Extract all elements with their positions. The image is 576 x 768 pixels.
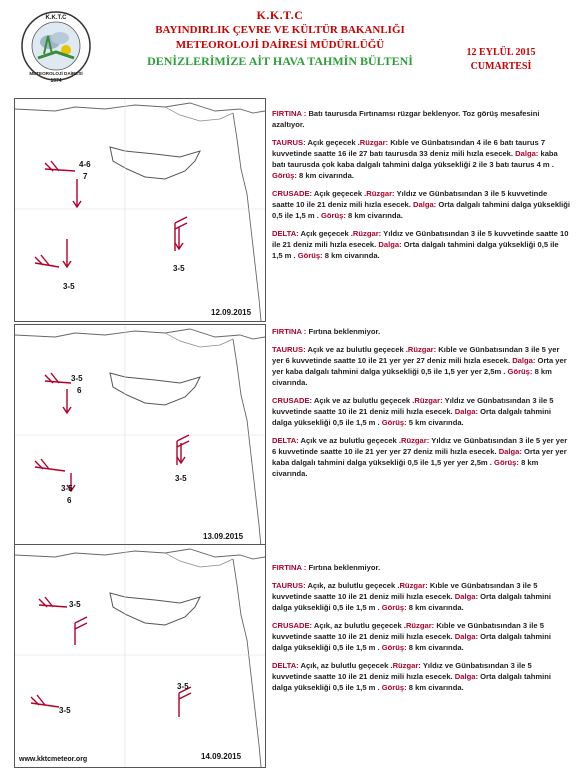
wave-text: Orta dalgalı tahmini dalga yüksekliği 0,5 ile 1,5 m .	[272, 240, 559, 260]
panel-date: 14.09.2015	[201, 752, 242, 761]
panel-date: 12.09.2015	[211, 308, 252, 317]
map-label: 3-5	[69, 600, 81, 609]
wave-label: Dalga:	[454, 592, 478, 601]
region-name: DELTA:	[272, 229, 299, 238]
wind-text: Kıble ve Günbatısından 3 ile 5 kuvvetinde saatte 10 ile 21 deniz mili hızla esecek.	[272, 581, 538, 601]
wave-label: Dalga:	[454, 407, 478, 416]
visibility-text: 8 km civarında.	[348, 211, 403, 220]
department-name: METEOROLOJİ DAİRESİ MÜDÜRLÜĞÜ	[175, 39, 385, 51]
wind-label: Rüzgar:	[399, 581, 428, 590]
visibility-label: Görüş:	[381, 643, 407, 652]
map-label: 3-5	[175, 474, 187, 483]
storm-paragraph	[272, 562, 570, 573]
wave-text: kaba batı taurusda çok kaba dalgalı tahmini dalga yüksekliği 2 ile 3 batı taurus 4 m .	[272, 149, 558, 169]
bulletin-header	[0, 0, 576, 92]
visibility-text: 8 km civarında.	[299, 171, 354, 180]
region-taurus	[272, 580, 570, 613]
website-link[interactable]: www.kktcmeteor.org	[19, 756, 88, 763]
region-crusade	[272, 395, 570, 428]
sky-text: Açık geçecek .	[300, 229, 353, 238]
sky-text: Açık, az bulutlu geçecek .	[307, 581, 400, 590]
wind-label: Rüzgar:	[414, 396, 443, 405]
wave-text: Orta yer yer kaba dalgalı tahmini dalga yüksekliği 0,5 ile 1,5 yer yer 2,5m .	[272, 447, 567, 467]
wind-text: Yıldız ve Günbatısından 3 ile 5 kuvvetinde saatte 10 ile 21 deniz mili hızla esecek.	[272, 396, 554, 416]
bulletin-weekday: CUMARTESİ	[470, 61, 532, 72]
wind-label: Rüzgar:	[359, 138, 389, 147]
region-name: DELTA:	[272, 661, 299, 670]
sky-text: Açık ve az bulutlu geçecek .	[307, 345, 408, 354]
sea-map-day-1	[15, 99, 265, 321]
wave-text: Orta dalgalı tahmini dalga yüksekliği 0,5 ile 1,5 m .	[272, 407, 552, 427]
wave-text: Orta dalgalı tahmini dalga yüksekliği 0,5 ile 1,5 m .	[272, 632, 552, 652]
bulletin-title: DENİZLERİMİZE AİT HAVA TAHMİN BÜLTENİ	[147, 54, 413, 68]
map-label: 4-6	[79, 160, 91, 169]
region-name: TAURUS:	[272, 345, 306, 354]
region-taurus	[272, 137, 570, 181]
wave-label: Dalga:	[512, 356, 536, 365]
region-name: CRUSADE:	[272, 189, 313, 198]
visibility-text: 8 km civarında.	[408, 603, 464, 612]
storm-text: Fırtına beklenmiyor.	[308, 563, 381, 572]
visibility-text: 8 km civarında.	[272, 458, 539, 478]
region-crusade	[272, 620, 570, 653]
sky-text: Açık ve az bulutlu geçecek .	[313, 396, 415, 405]
wind-text: Yıldız ve Günbatısından 3 ile 5 kuvvetinde saatte 10 ile 21 deniz mili hızla esecek.	[272, 661, 532, 681]
wind-text: Yıldız ve Günbatısından 3 ile 5 kuvvetinde saatte 10 ile 21 deniz mili hızla esecek.	[272, 189, 548, 209]
wave-text: Orta dalgalı tahmini dalga yüksekliği 0,5 ile 1,5 m .	[272, 592, 552, 612]
wind-text: Kıble ve Günbatısından 3 ile 5 kuvvetinde saatte 10 ile 21 deniz mili hızla esecek.	[272, 621, 544, 641]
logo-bottom-text: METEOROLOJİ DAİRESİ	[29, 71, 83, 76]
storm-paragraph	[272, 108, 570, 130]
map-label: 6	[77, 386, 82, 395]
wave-label: Dalga:	[454, 672, 478, 681]
region-taurus	[272, 344, 570, 388]
forecast-text-day-1	[272, 108, 570, 268]
forecast-text-day-3	[272, 562, 570, 700]
map-label: 6	[67, 496, 72, 505]
map-label: 3-5	[177, 682, 189, 691]
bulletin-date: 12 EYLÜL 2015	[466, 47, 536, 58]
wave-text: Orta dalgalı tahmini dalga yüksekliği 0,5 ile 1,5 m .	[272, 672, 552, 692]
map-label: 3-5	[59, 706, 71, 715]
region-delta	[272, 435, 570, 479]
wave-label: Dalga:	[515, 149, 539, 158]
region-name: CRUSADE:	[272, 396, 313, 405]
visibility-label: Görüş:	[507, 367, 533, 376]
map-label: 7	[83, 172, 88, 181]
sea-map-day-3	[15, 545, 265, 767]
visibility-text: 8 km civarında.	[408, 643, 464, 652]
wind-text: Yıldız ve Günbatısından 3 ile 5 yer yer 6 kuvvetinde saatte 10 ile 21 yer yer 27 deniz mili hızla esecek.	[272, 436, 568, 456]
title-block	[120, 8, 440, 69]
region-name: DELTA:	[272, 436, 299, 445]
visibility-label: Görüş:	[381, 603, 407, 612]
storm-text: Batı taurusda Fırtınamsı rüzgar beklenyor. Toz görüş mesafesini azaltıyor.	[272, 109, 540, 129]
wind-label: Rüzgar:	[366, 189, 395, 198]
wind-label: Rüzgar:	[407, 345, 437, 354]
region-name: CRUSADE:	[272, 621, 313, 630]
visibility-label: Görüş:	[297, 251, 323, 260]
wave-label: Dalga:	[454, 632, 478, 641]
region-crusade	[272, 188, 570, 221]
logo-year: 1974	[50, 78, 62, 84]
wind-label: Rüzgar:	[392, 661, 421, 670]
storm-label: FIRTINA :	[272, 109, 307, 118]
visibility-text: 5 km civarında.	[408, 418, 464, 427]
sky-text: Açık, az bulutlu geçecek .	[313, 621, 406, 630]
storm-text: Fırtına beklenmiyor.	[308, 327, 381, 336]
visibility-label: Görüş:	[494, 458, 519, 467]
storm-paragraph	[272, 326, 570, 337]
forecast-text-day-2	[272, 326, 570, 486]
wind-text: Kıble ve Günbatısından 3 ile 5 yer yer 6 kuvvetinde saatte 10 ile 21 yer yer 27 deniz mili hızla esecek.	[272, 345, 560, 365]
visibility-text: 8 km civarında.	[272, 367, 552, 387]
visibility-label: Görüş:	[381, 418, 407, 427]
map-label: 3-5	[71, 374, 83, 383]
panel-date: 13.09.2015	[203, 532, 244, 541]
sky-text: Açık ve az bulutlu geçecek .	[300, 436, 401, 445]
visibility-label: Görüş:	[272, 171, 297, 180]
meteorology-logo	[18, 6, 94, 86]
wave-label: Dalga:	[378, 240, 402, 249]
storm-label: FIRTINA :	[272, 327, 307, 336]
map-panel-day-3	[14, 544, 266, 768]
ministry-name: BAYINDIRLIK ÇEVRE VE KÜLTÜR BAKANLIĞI	[155, 24, 405, 36]
sky-text: Açık, az bulutlu geçecek .	[300, 661, 393, 670]
bulletin-date-block	[436, 46, 566, 74]
wind-text: Kıble ve Günbatısından 4 ile 6 batı taurus 7 kuvvetinde saatte 16 ile 27 batı taurusda 33 deniz mili hızla esecek.	[272, 138, 546, 158]
sky-text: Açık geçecek .	[313, 189, 367, 198]
org-short: K.K.T.C	[256, 8, 304, 22]
map-panel-day-1	[14, 98, 266, 322]
map-label: 3-5	[173, 264, 185, 273]
map-label: 3-5	[63, 282, 75, 291]
region-name: TAURUS:	[272, 138, 306, 147]
wave-text: Orta yer yer kaba dalgalı tahmini dalga yüksekliği 0,5 ile 1,5 yer yer 2,5m .	[272, 356, 567, 376]
map-panel-day-2	[14, 324, 266, 548]
wind-label: Rüzgar:	[352, 229, 382, 238]
wind-label: Rüzgar:	[401, 436, 430, 445]
visibility-text: 8 km civarında.	[408, 683, 464, 692]
sea-map-day-2	[15, 325, 265, 547]
region-delta	[272, 660, 570, 693]
visibility-text: 8 km civarında.	[324, 251, 380, 260]
storm-label: FIRTINA :	[272, 563, 307, 572]
wave-label: Dalga:	[413, 200, 437, 209]
sky-text: Açık geçecek .	[307, 138, 360, 147]
visibility-label: Görüş:	[381, 683, 407, 692]
wave-label: Dalga:	[498, 447, 522, 456]
logo-top-text: K.K.T.C	[45, 15, 67, 21]
region-delta	[272, 228, 570, 261]
map-label: 3-5	[61, 484, 73, 493]
wave-text: Orta dalgalı tahmini dalga yüksekliği 0,5 ile 1,5 m .	[272, 200, 571, 220]
visibility-label: Görüş:	[320, 211, 346, 220]
region-name: TAURUS:	[272, 581, 306, 590]
wind-text: Yıldız ve Günbatısından 3 ile 5 kuvvetinde saatte 10 ile 21 deniz mili hızla esecek.	[272, 229, 569, 249]
wind-label: Rüzgar:	[405, 621, 435, 630]
